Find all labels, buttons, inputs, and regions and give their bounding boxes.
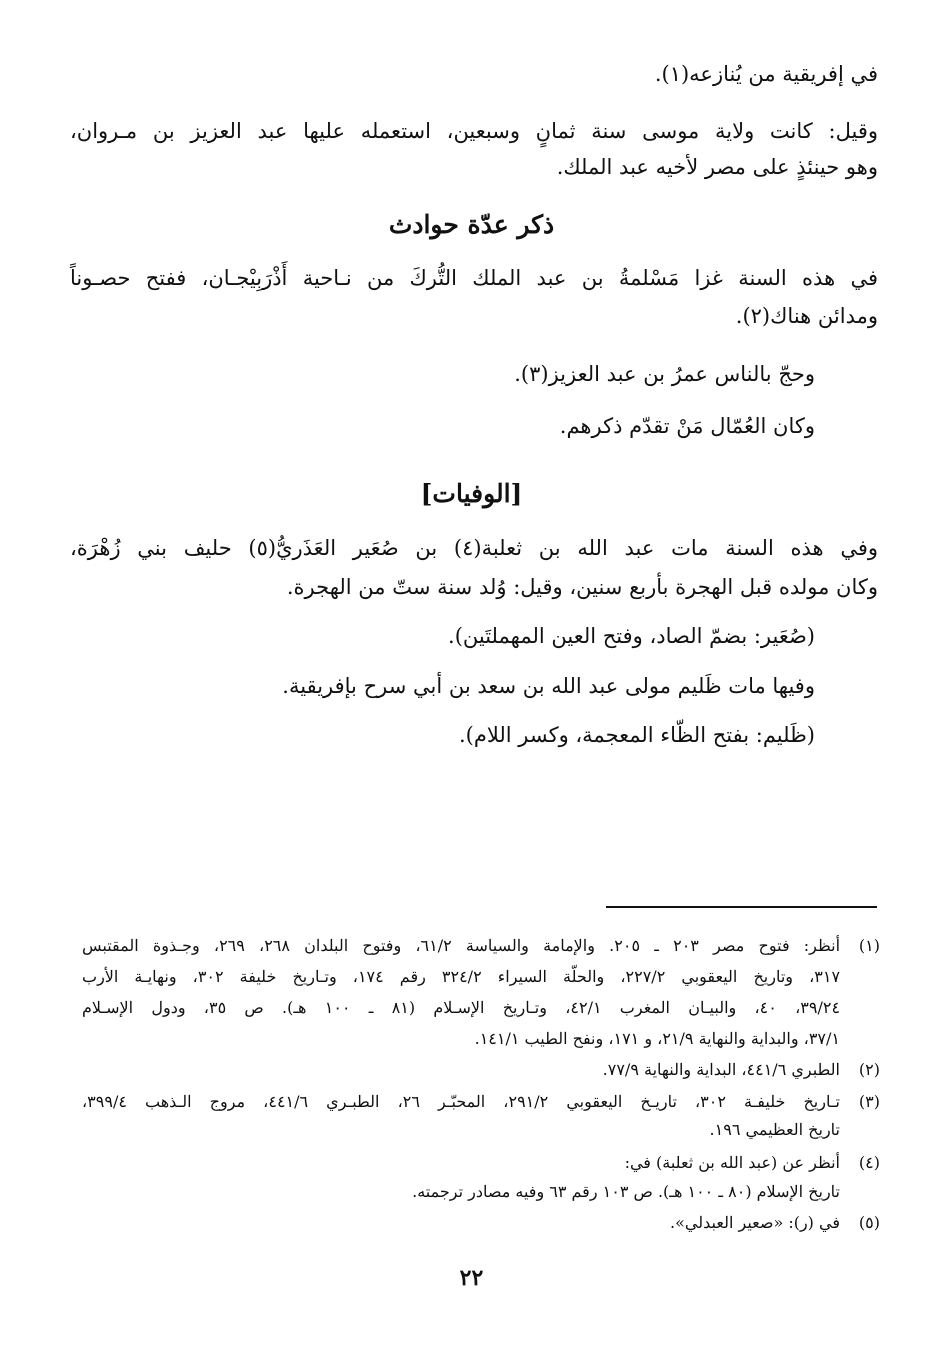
- body-line-12: (ظَليم: بفتح الظّاء المعجمة، وكسر اللام).: [458, 723, 815, 747]
- body-line-2: وقيل: كانت ولاية موسى سنة ثمانٍ وسبعين، استعمله عليها عبد العزيز بن مـروان،: [70, 119, 878, 143]
- body-line-1: في إفريقية من يُنازعه(١).: [654, 62, 878, 86]
- footnote-1-line-4: ٣٧/١، والبداية والنهاية ٢١/٩، و ١٧١، ونفح الطيب ١٤١/١.: [474, 1029, 840, 1048]
- body-line-11: وفيها مات ظَليم مولى عبد الله بن سعد بن أبي سرح بإفريقية.: [282, 674, 815, 698]
- body-line-3: وهو حينئذٍ على مصر لأخيه عبد الملك.: [556, 155, 878, 179]
- body-line-10: (صُعَير: بضمّ الصاد، وفتح العين المهملتَين).: [448, 624, 815, 648]
- footnote-1-line-1: أنظر: فتوح مصر ٢٠٣ ـ ٢٠٥. والإمامة والسياسة ٦١/٢، وفتوح البلدان ٢٦٨، ٢٦٩، وجـذوة المقتبس: [82, 936, 841, 955]
- footnote-divider: [606, 906, 877, 908]
- footnote-2-line-1: الطبري ٤٤١/٦، البداية والنهاية ٧٧/٩.: [602, 1060, 840, 1079]
- body-line-5: ومدائن هناك(٢).: [735, 304, 878, 328]
- footnote-1-line-2: ٣١٧، وتاريخ اليعقوبي ٢٢٧/٢، والحلّة السيراء ٣٢٤/٢ رقم ١٧٤، وتـاريخ خليفة ٣٠٢، ونهايـة الأرب: [82, 967, 841, 986]
- footnote-number-2: (٢): [858, 1060, 880, 1079]
- page-number: ٢٢: [459, 1265, 484, 1291]
- footnote-number-3: (٣): [858, 1092, 880, 1111]
- footnote-4-line-2: تاريخ الإسلام (٨٠ ـ ١٠٠ هـ). ص ١٠٣ رقم ٦٣ وفيه مصادر ترجمته.: [412, 1182, 840, 1201]
- footnote-number-1: (١): [858, 936, 880, 955]
- body-line-6: وحجّ بالناس عمرُ بن عبد العزيز(٣).: [514, 362, 815, 386]
- body-line-4: في هذه السنة غزا مَسْلمةُ بن عبد الملك التُّركَ من نـاحية أَذْرَبِيْجـان، ففتح حصـوناً: [70, 266, 878, 290]
- section-heading-deaths: [الوفيات]: [420, 479, 523, 508]
- footnote-4-line-1: أنظر عن (عبد الله بن ثعلبة) في:: [624, 1153, 840, 1172]
- body-line-8: وفي هذه السنة مات عبد الله بن ثعلبة(٤) بن صُعَير العَذَريُّ(٥) حليف بني زُهْرَة،: [70, 536, 878, 560]
- footnote-3-line-1: تـاريخ خليفـة ٣٠٢، تاريـخ اليعقوبي ٢٩١/٢، المحبّـر ٢٦، الطبـري ٤٤١/٦، مروج الـذهب ٣٩٩/٤،: [82, 1092, 840, 1111]
- footnote-5-line-1: في (ر): «صعير العبدلي».: [670, 1213, 840, 1232]
- section-heading-events: ذكر عدّة حوادث: [388, 210, 555, 239]
- body-line-9: وكان مولده قبل الهجرة بأربع سنين، وقيل: وُلد سنة ستّ من الهجرة.: [286, 575, 878, 599]
- footnote-1-line-3: ٣٩/٢٤، ٤٠، والبيـان المغرب ٤٢/١، وتـاريخ الإسـلام (٨١ ـ ١٠٠ هـ). ص ٣٥، ودول الإسـلام: [82, 998, 841, 1017]
- body-line-7: وكان العُمّال مَنْ تقدّم ذكرهم.: [559, 414, 815, 438]
- footnote-number-5: (٥): [858, 1213, 880, 1232]
- footnote-3-line-2: تاريخ العظيمي ١٩٦.: [709, 1120, 840, 1139]
- footnote-number-4: (٤): [858, 1153, 880, 1172]
